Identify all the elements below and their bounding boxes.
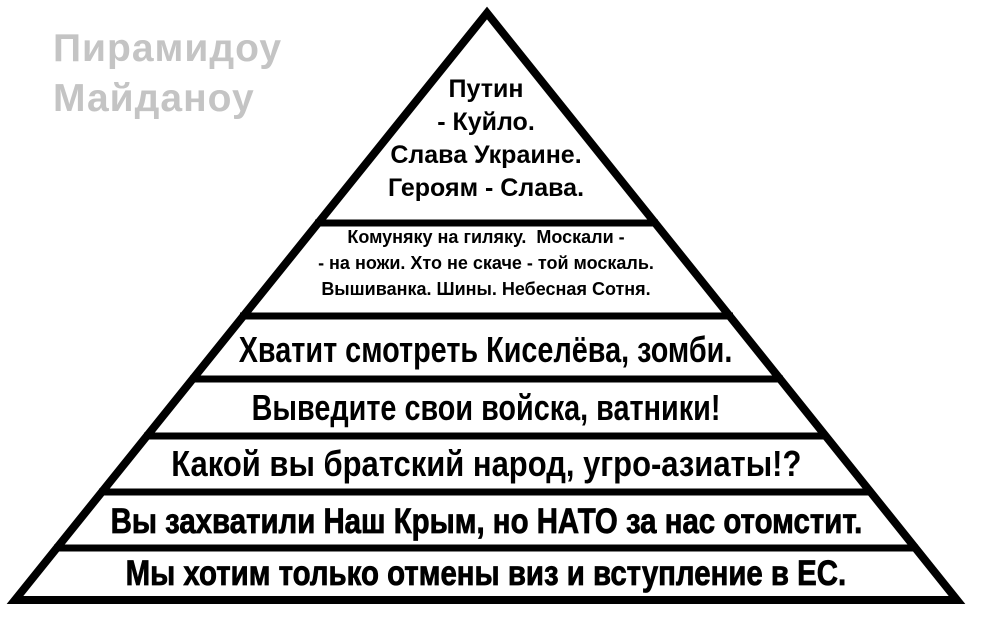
watermark-line-2: Майданоу bbox=[53, 77, 255, 120]
pyramid-tier-3 bbox=[0, 316, 990, 379]
tier-1-line-3: Слава Украине. bbox=[390, 141, 582, 169]
tier-3-line-1: Хватит смотреть Киселёва, зомби. bbox=[239, 328, 733, 370]
tier-2-line-2: - на ножи. Хто не скаче - той москаль. bbox=[318, 252, 654, 273]
tier-2-line-3: Вышиванка. Шины. Небесная Сотня. bbox=[321, 278, 651, 299]
pyramid-tier-6 bbox=[0, 492, 990, 548]
tier-5-line-1: Какой вы братский народ, угро-азиаты!? bbox=[170, 443, 802, 484]
pyramid-tier-5 bbox=[0, 436, 990, 492]
tier-2-line-1: Комуняку на гиляку. Москали - bbox=[347, 226, 625, 247]
pyramid-tier-2 bbox=[0, 223, 990, 316]
pyramid-tier-4 bbox=[0, 379, 990, 436]
tier-1-line-4: Героям - Слава. bbox=[387, 174, 585, 202]
tier-6-line-1: Вы захватили Наш Крым, но НАТО за нас отомстит. bbox=[110, 502, 862, 541]
tier-7-line-1: Мы хотим только отмены виз и вступление в ЕС. bbox=[125, 554, 847, 593]
watermark-line-1: Пирамидоу bbox=[53, 27, 283, 70]
tier-1-line-2: - Куйло. bbox=[437, 108, 535, 136]
pyramid-tier-1-apex bbox=[0, 13, 990, 223]
tier-4-line-1: Выведите свои войска, ватники! bbox=[251, 386, 721, 428]
pyramid-tier-7-base bbox=[0, 548, 990, 600]
tier-1-line-1: Путин bbox=[448, 75, 524, 103]
